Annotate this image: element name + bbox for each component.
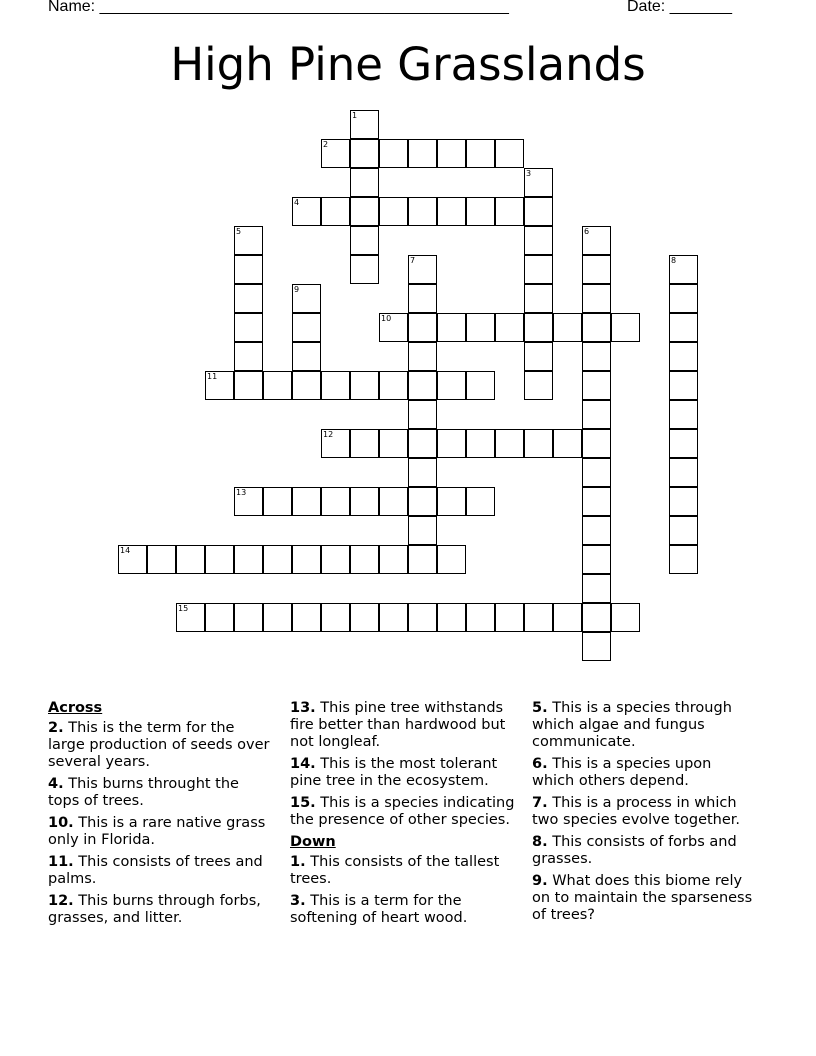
grid-cell[interactable]: [350, 603, 379, 632]
grid-cell[interactable]: [437, 487, 466, 516]
grid-cell[interactable]: [321, 197, 350, 226]
date-field[interactable]: Date: _______: [627, 0, 732, 15]
grid-cell[interactable]: [582, 429, 611, 458]
cell-number: 8: [671, 256, 677, 265]
grid-cell[interactable]: [553, 429, 582, 458]
grid-cell[interactable]: [408, 458, 437, 487]
grid-cell[interactable]: [350, 139, 379, 168]
grid-cell[interactable]: [582, 458, 611, 487]
grid-cell[interactable]: [669, 516, 698, 545]
grid-cell[interactable]: [350, 197, 379, 226]
grid-cell[interactable]: [321, 545, 350, 574]
grid-cell[interactable]: [234, 603, 263, 632]
clue-across-13: 13. This pine tree withstands fire better than hardwood but not longleaf.: [290, 700, 506, 750]
grid-cell[interactable]: [582, 313, 611, 342]
grid-cell[interactable]: [292, 545, 321, 574]
grid-cell[interactable]: [234, 284, 263, 313]
grid-cell[interactable]: [437, 545, 466, 574]
grid-cell[interactable]: [205, 545, 234, 574]
grid-cell[interactable]: [234, 342, 263, 371]
grid-cell[interactable]: [466, 371, 495, 400]
grid-cell[interactable]: [524, 313, 553, 342]
clues-column-1: [48, 700, 273, 932]
grid-cell[interactable]: [379, 371, 408, 400]
grid-cell[interactable]: [292, 342, 321, 371]
grid-cell[interactable]: [321, 371, 350, 400]
grid-cell[interactable]: [263, 371, 292, 400]
grid-cell[interactable]: [350, 168, 379, 197]
grid-cell[interactable]: [205, 603, 234, 632]
grid-cell[interactable]: [669, 342, 698, 371]
clue-down-5: 5. This is a species through which algae and fungus communicate.: [532, 700, 732, 750]
cell-number: 2: [323, 140, 329, 149]
grid-cell[interactable]: [437, 429, 466, 458]
grid-cell[interactable]: [408, 603, 437, 632]
clue-down-7: 7. This is a process in which two species evolve together.: [532, 795, 741, 828]
grid-cell[interactable]: [263, 603, 292, 632]
grid-cell[interactable]: [379, 545, 408, 574]
grid-cell[interactable]: [321, 603, 350, 632]
clue-across-10: 10. This is a rare native grass only in Florida.: [48, 815, 266, 848]
clue-down-8: 8. This consists of forbs and grasses.: [532, 834, 737, 867]
clues-column-2: [290, 700, 515, 932]
grid-cell[interactable]: [292, 603, 321, 632]
cell-number: 13: [236, 488, 247, 497]
grid-cell[interactable]: [669, 458, 698, 487]
grid-cell[interactable]: [408, 371, 437, 400]
clue-across-12: 12. This burns through forbs, grasses, and litter.: [48, 893, 261, 926]
grid-cell[interactable]: [321, 487, 350, 516]
grid-cell[interactable]: [234, 371, 263, 400]
grid-cell[interactable]: [263, 487, 292, 516]
across-heading: Across: [48, 700, 103, 716]
grid-cell[interactable]: [350, 545, 379, 574]
grid-cell[interactable]: [408, 139, 437, 168]
clue-across-11: 11. This consists of trees and palms.: [48, 854, 263, 887]
grid-cell[interactable]: [466, 603, 495, 632]
grid-cell[interactable]: [466, 429, 495, 458]
cell-number: 5: [236, 227, 242, 236]
header: [0, 0, 816, 20]
grid-cell[interactable]: [147, 545, 176, 574]
grid-cell[interactable]: [466, 487, 495, 516]
grid-cell[interactable]: [379, 487, 408, 516]
grid-cell[interactable]: [292, 313, 321, 342]
grid-cell[interactable]: [437, 139, 466, 168]
grid-cell[interactable]: [234, 545, 263, 574]
grid-cell[interactable]: [524, 197, 553, 226]
grid-cell[interactable]: [524, 603, 553, 632]
clue-across-15: 15. This is a species indicating the presence of other species.: [290, 795, 515, 828]
grid-cell[interactable]: [350, 226, 379, 255]
grid-cell[interactable]: [582, 371, 611, 400]
grid-cell[interactable]: [495, 197, 524, 226]
grid-cell[interactable]: [466, 197, 495, 226]
grid-cell[interactable]: [582, 255, 611, 284]
grid-cell[interactable]: [582, 603, 611, 632]
grid-cell[interactable]: [408, 313, 437, 342]
grid-cell[interactable]: [408, 429, 437, 458]
grid-cell[interactable]: [408, 284, 437, 313]
clue-down-1: 1. This consists of the tallest trees.: [290, 854, 500, 887]
cell-number: 4: [294, 198, 300, 207]
grid-cell[interactable]: [408, 487, 437, 516]
grid-cell[interactable]: [582, 487, 611, 516]
grid-cell[interactable]: [553, 313, 582, 342]
grid-cell[interactable]: [379, 139, 408, 168]
grid-cell[interactable]: [524, 255, 553, 284]
grid-cell[interactable]: [466, 313, 495, 342]
grid-cell[interactable]: [176, 545, 205, 574]
grid-cell[interactable]: [495, 429, 524, 458]
grid-cell[interactable]: [669, 429, 698, 458]
grid-cell[interactable]: [553, 603, 582, 632]
grid-cell[interactable]: [495, 139, 524, 168]
down-heading: Down: [290, 834, 336, 850]
grid-cell[interactable]: [582, 284, 611, 313]
grid-cell[interactable]: [350, 487, 379, 516]
grid-cell[interactable]: [524, 429, 553, 458]
clue-across-2: 2. This is the term for the large production of seeds over several years.: [48, 720, 270, 770]
cell-number: 1: [352, 111, 358, 120]
cell-number: 10: [381, 314, 392, 323]
grid-cell[interactable]: [669, 545, 698, 574]
grid-cell[interactable]: [582, 574, 611, 603]
clue-across-4: 4. This burns throught the tops of trees.: [48, 776, 239, 809]
cell-number: 14: [120, 546, 131, 555]
clue-down-6: 6. This is a species upon which others depend.: [532, 756, 712, 789]
cell-number: 9: [294, 285, 300, 294]
cell-number: 3: [526, 169, 532, 178]
grid-cell[interactable]: [582, 545, 611, 574]
grid-cell[interactable]: [524, 284, 553, 313]
clue-down-9: 9. What does this biome rely on to maintain the sparseness of trees?: [532, 873, 753, 923]
grid-cell[interactable]: [524, 342, 553, 371]
grid-cell[interactable]: [669, 400, 698, 429]
clues-column-3: [532, 700, 757, 929]
cell-number: 15: [178, 604, 189, 613]
grid-cell[interactable]: [234, 255, 263, 284]
cell-number: 12: [323, 430, 334, 439]
grid-cell[interactable]: [611, 313, 640, 342]
grid-cell[interactable]: [350, 371, 379, 400]
grid-cell[interactable]: [524, 371, 553, 400]
name-field[interactable]: Name: ______________________________________________: [48, 0, 509, 15]
grid-cell[interactable]: [466, 139, 495, 168]
grid-cell[interactable]: [582, 342, 611, 371]
page-title: High Pine Grasslands: [170, 38, 646, 91]
grid-cell[interactable]: [611, 603, 640, 632]
grid-cell[interactable]: [669, 371, 698, 400]
grid-cell[interactable]: [524, 226, 553, 255]
grid-cell[interactable]: [408, 516, 437, 545]
grid-cell[interactable]: [408, 197, 437, 226]
grid-cell[interactable]: [408, 342, 437, 371]
grid-cell[interactable]: [408, 400, 437, 429]
grid-cell[interactable]: [437, 313, 466, 342]
grid-cell[interactable]: [495, 313, 524, 342]
grid-cell[interactable]: [379, 429, 408, 458]
cell-number: 7: [410, 256, 416, 265]
grid-cell[interactable]: [292, 487, 321, 516]
grid-cell[interactable]: [379, 603, 408, 632]
cell-number: 11: [207, 372, 218, 381]
grid-cell[interactable]: [379, 197, 408, 226]
cell-number: 6: [584, 227, 590, 236]
grid-cell[interactable]: [582, 632, 611, 661]
grid-cell[interactable]: [669, 284, 698, 313]
grid-cell[interactable]: [495, 603, 524, 632]
grid-cell[interactable]: [437, 603, 466, 632]
grid-cell[interactable]: [437, 197, 466, 226]
grid-cell[interactable]: [582, 400, 611, 429]
grid-cell[interactable]: [350, 255, 379, 284]
grid-cell[interactable]: [582, 516, 611, 545]
grid-cell[interactable]: [669, 313, 698, 342]
clue-down-3: 3. This is a term for the softening of heart wood.: [290, 893, 468, 926]
grid-cell[interactable]: [408, 545, 437, 574]
grid-cell[interactable]: [669, 487, 698, 516]
grid-cell[interactable]: [350, 429, 379, 458]
clue-across-14: 14. This is the most tolerant pine tree in the ecosystem.: [290, 756, 498, 789]
grid-cell[interactable]: [292, 371, 321, 400]
grid-cell[interactable]: [437, 371, 466, 400]
grid-cell[interactable]: [263, 545, 292, 574]
grid-cell[interactable]: [234, 313, 263, 342]
